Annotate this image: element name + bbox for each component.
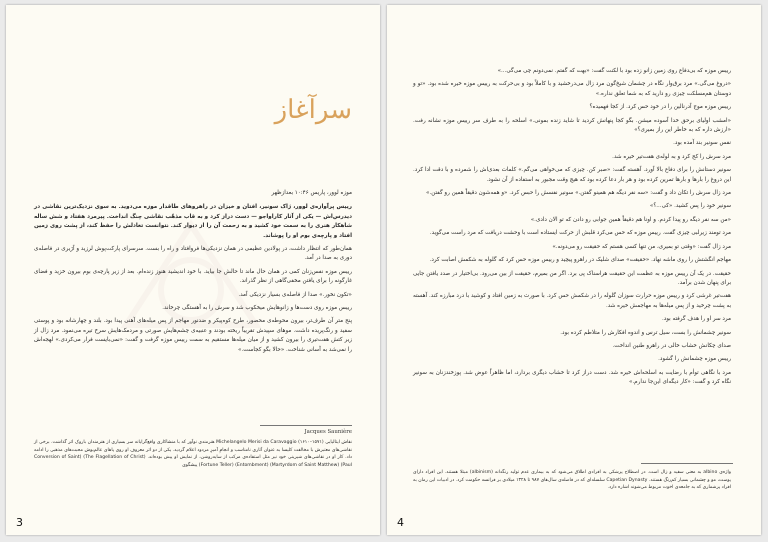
date-line: موزه لوور، پاریس ۱۰:۴۶ بعدازظهر bbox=[271, 190, 352, 196]
paragraph: رییس موزه که بی‌دفاع روی زمین زانو زده بود با لکنت گفت: «بهت که گفتم. نمی‌دونم چی می‌گی...» bbox=[497, 68, 731, 74]
paragraph: رییس موزه چشمانش را گشود. bbox=[658, 356, 731, 363]
paragraph: رییس پرآوازه‌ی لوور، ژاک سونیر، افتان و خیزان در راهروهای طاقدار موزه می‌دوید. به سوی نزدیک‌ترین نقاشی در دیدرس‌اش — یکی از آثار کاراواجو — دست دراز کرد و به قاب مذهّب نقاشی چنگ انداخت. پیرمرد هفتاد و شش ساله شاهکار هنری را به سمت خود کشید و به زحمت آن را از دیوار کند. نتوانست تعادلش را حفظ کند، از پشت روی زمین افتاد و پارچه‌ی بوم او را پوشاند. bbox=[34, 204, 352, 239]
paragraph: مرد سرش را کج کرد و به لوله‌ی هفت‌تیر خیره شد. bbox=[612, 153, 731, 160]
paragraph: مرد سر او را هدف گرفته بود. bbox=[661, 316, 731, 323]
footnote-divider bbox=[641, 463, 733, 464]
paragraph: مهاجم انگشتش را روی ماشه نهاد. «حقیقت» صدای شلیک در راهرو پیچید و رییس موزه حس کرد که گلوله به شکمش اصابت کرد. bbox=[429, 257, 731, 264]
footnote-divider bbox=[260, 425, 352, 426]
paragraph: سونیر چشمانش را بست، سیل ترس و اندوه افکارش را متلاطم کرده بود. bbox=[560, 329, 731, 336]
paragraph: «من سه نفر دیگه رو پیدا کردم. و اونا هم دقیقاً همین جوابی رو دادن که تو الان دادی.» bbox=[530, 216, 731, 223]
paragraph: هفت‌تیر غرشی کرد و رییس موزه حرارت سوزان گلوله را در شکمش حس کرد. با صورت به زمین افتاد و کوشید با درد مبارزه کند. آهسته به پشت چرخید و از پس میله‌ها به مهاجمش خیره شد. bbox=[413, 293, 731, 309]
paragraph: مرد تومند زیرلبی چیزی گفت. رییس موزه که حس می‌کرد قلبش از حرکت ایستاده است با وحشت دریافت که مرد راست می‌گوید. bbox=[429, 230, 731, 237]
page-number: 4 bbox=[397, 516, 404, 529]
paragraph: رییس موزه روی دست‌ها و زانوهایش میخکوب شد و سرش را به آهستگی چرخاند. bbox=[162, 305, 352, 312]
paragraph: «امشب اولیای برحق خدا آسوده میشن. بگو کجا پنهانش کردید تا شاید زنده بمونی.» اسلحه را به طرف سر رییس موزه نشانه رفت. «ارزش داره که به خاطر این راز بمیری؟» bbox=[413, 117, 731, 134]
paragraph: حقیقت. در یک آن رییس موزه به عظمت این حقیقت هراسناک پی برد. اگر من بمیرم، حقیقت از بین می‌رود. بی‌اختیار در صدد یافتن جایی برای پنهان شدن برآمد. bbox=[413, 270, 731, 286]
paragraph: «تکون نخور.» صدا از فاصله‌ی بسیار نزدیکی آمد. bbox=[238, 291, 352, 298]
footnote-text: واژه‌ی albino به معنی سفید و زال است. در اصطلاح پزشکی به افرادی اطلاق می‌شود که به بیماری عدم تولید رنگدانه (albinism) مبتلا هستند. این افراد دارای پوست، مو و چشمانی بسیار کم‌رنگ هستند. Capetian Dynasty سلسله‌ای که در فاصله‌ی سال‌های ۹۸۷ تا ۱۳۲۸ میلادی بر فرانسه حکومت کرد. در ادبیات این رمان به افراد پرشماری که به جامعه‌ی اخوت مربوط می‌شوند اشاره دارد. bbox=[413, 470, 731, 491]
left-page bbox=[6, 5, 380, 535]
paragraph: «دروغ می‌گی.» مرد برق‌وار نگاه در چشمان شیخ‌گون مرد زال می‌درخشید و با کاملاً بود و بی‌حرکت به رییس موزه خیره شده بود. «تو و دوستان هم‌مسلکت چیزی رو دارید که به شما تعلق نداره.» bbox=[413, 81, 731, 97]
paragraph: نفس سونیر بند آمده بود. bbox=[673, 140, 731, 147]
paragraph: مرد با نگاهی توأم با رضایت به اسلحه‌اش خیره شد. دست دراز کرد تا خشاب دیگری بردارد، اما ظاهراً عوض شد. پوزخندزنان به سونیر نگاه کرد و گفت: «کار دیگه‌ای این‌جا ندارم.» bbox=[413, 369, 731, 386]
paragraph: صدای چکانش خشاب خالی در راهرو طنین انداخت. bbox=[612, 342, 731, 349]
right-body-text bbox=[413, 67, 731, 392]
chapter-title: سرآغاز bbox=[274, 95, 352, 125]
paragraph: مرد زال گفت: «وقتی تو بمیری، من تنها کسی هستم که حقیقت رو می‌دونه.» bbox=[552, 243, 731, 250]
paragraph: رییس موزه موج آدرنالین را در خود حس کرد. از کجا فهمیده؟ bbox=[589, 104, 731, 111]
left-body-text bbox=[34, 189, 352, 359]
paragraph: سونیر دستانش را برای دفاع بالا آورد. آهسته گفت: «صبر کن. چیزی که می‌خواهی می‌گم.» کلمات بعدی‌اش را شمرده و با دقت ادا کرد. این دروغ را بارها و بارها تمرین کرده بود و هر بار دعا کرده بود که هیچ وقت مجبور به استفاده از آن نشود. bbox=[413, 167, 731, 183]
paragraph: رییس موزه نفس‌زنان کمی در همان حال ماند تا حالش جا بیاید. با خود اندیشید هنوز زنده‌ام. بعد از زیر پارچه‌ی بوم بیرون خزید و فضای غارگونه را برای یافتن مخفی‌گاهی از نظر گذراند. bbox=[34, 268, 352, 285]
paragraph: همان‌طور که انتظار داشت، در پولادین عظیمی در همان نزدیکی‌ها فروافتاد و راه را بست. سرسرای پارکت‌پوش لرزید و آژیری در فاصله‌ی دوری به صدا در آمد. bbox=[34, 246, 352, 262]
page-number: 3 bbox=[16, 516, 23, 529]
paragraph: مرد زال سرش را تکان داد و گفت: «سه نفر دیگه هم همینو گفتن.» سونیر نفسش را حبس کرد. «و همه‌شون دقیقاً همین رو گفتن.» bbox=[426, 190, 731, 197]
right-page bbox=[387, 5, 761, 535]
paragraph: سونیر خود را پس کشید. «کی...؟» bbox=[649, 203, 731, 210]
footnote-name: Jacques Saunière bbox=[304, 429, 352, 435]
paragraph: پنج متر آن طرف‌تر، بیرون محوطه‌ی محصور، طرح کوه‌پیکر و ضدنور مهاجم از پس میله‌های آهنی پیدا بود. بلند و چهارشانه بود و پوستی سفید و رنگ‌پریده داشت. موهای سپیدش تقریباً ریخته بودند و عنبیه‌ی چشم‌هایش صورتی و مردمک‌هایش سرخ تیره می‌نمود. مرد زال از زیر کتش هفت‌تیری را بیرون کشید و از میان میله‌ها مستقیم به سمت رییس موزه گرفت و گفت: «نمی‌بایست فرار می‌کردی.» لهجه‌اش را نمی‌شد به آسانی شناخت. «حالا بگو کجاست.» bbox=[34, 318, 352, 353]
footnote-text: نقاش ایتالیایی (۱۵۷۱–۱۶۱۰) Michelangelo Merisi da Caravaggio هنرمندی نوآور که با منشاکاری واقع‌گرایانه سر بسیاری از هنرمندان باروک اثر گذاشت. برخی از نقاشی‌های معتبرش با مخالفت کلیسا به عنوان آثاری نامناسب و انجامِ آمیزِ مردود اعلام گردید. یکی از دو اثر معروف او روی پاهای عالم‌پوش محبت‌های مذهبی را ادامه داد. کار او در نقاشی‌های شیرینی خود نیز مثل استفاده‌ی مرکب از سایه‌روشن، از نمایش او پیش بوده‌اند. (The Flagellation of Christ) (Conversion of Saint Paul) (Martyrdom of Saint Matthew) (Entombment) (Fortune Teller) پیشگوی bbox=[34, 440, 352, 468]
